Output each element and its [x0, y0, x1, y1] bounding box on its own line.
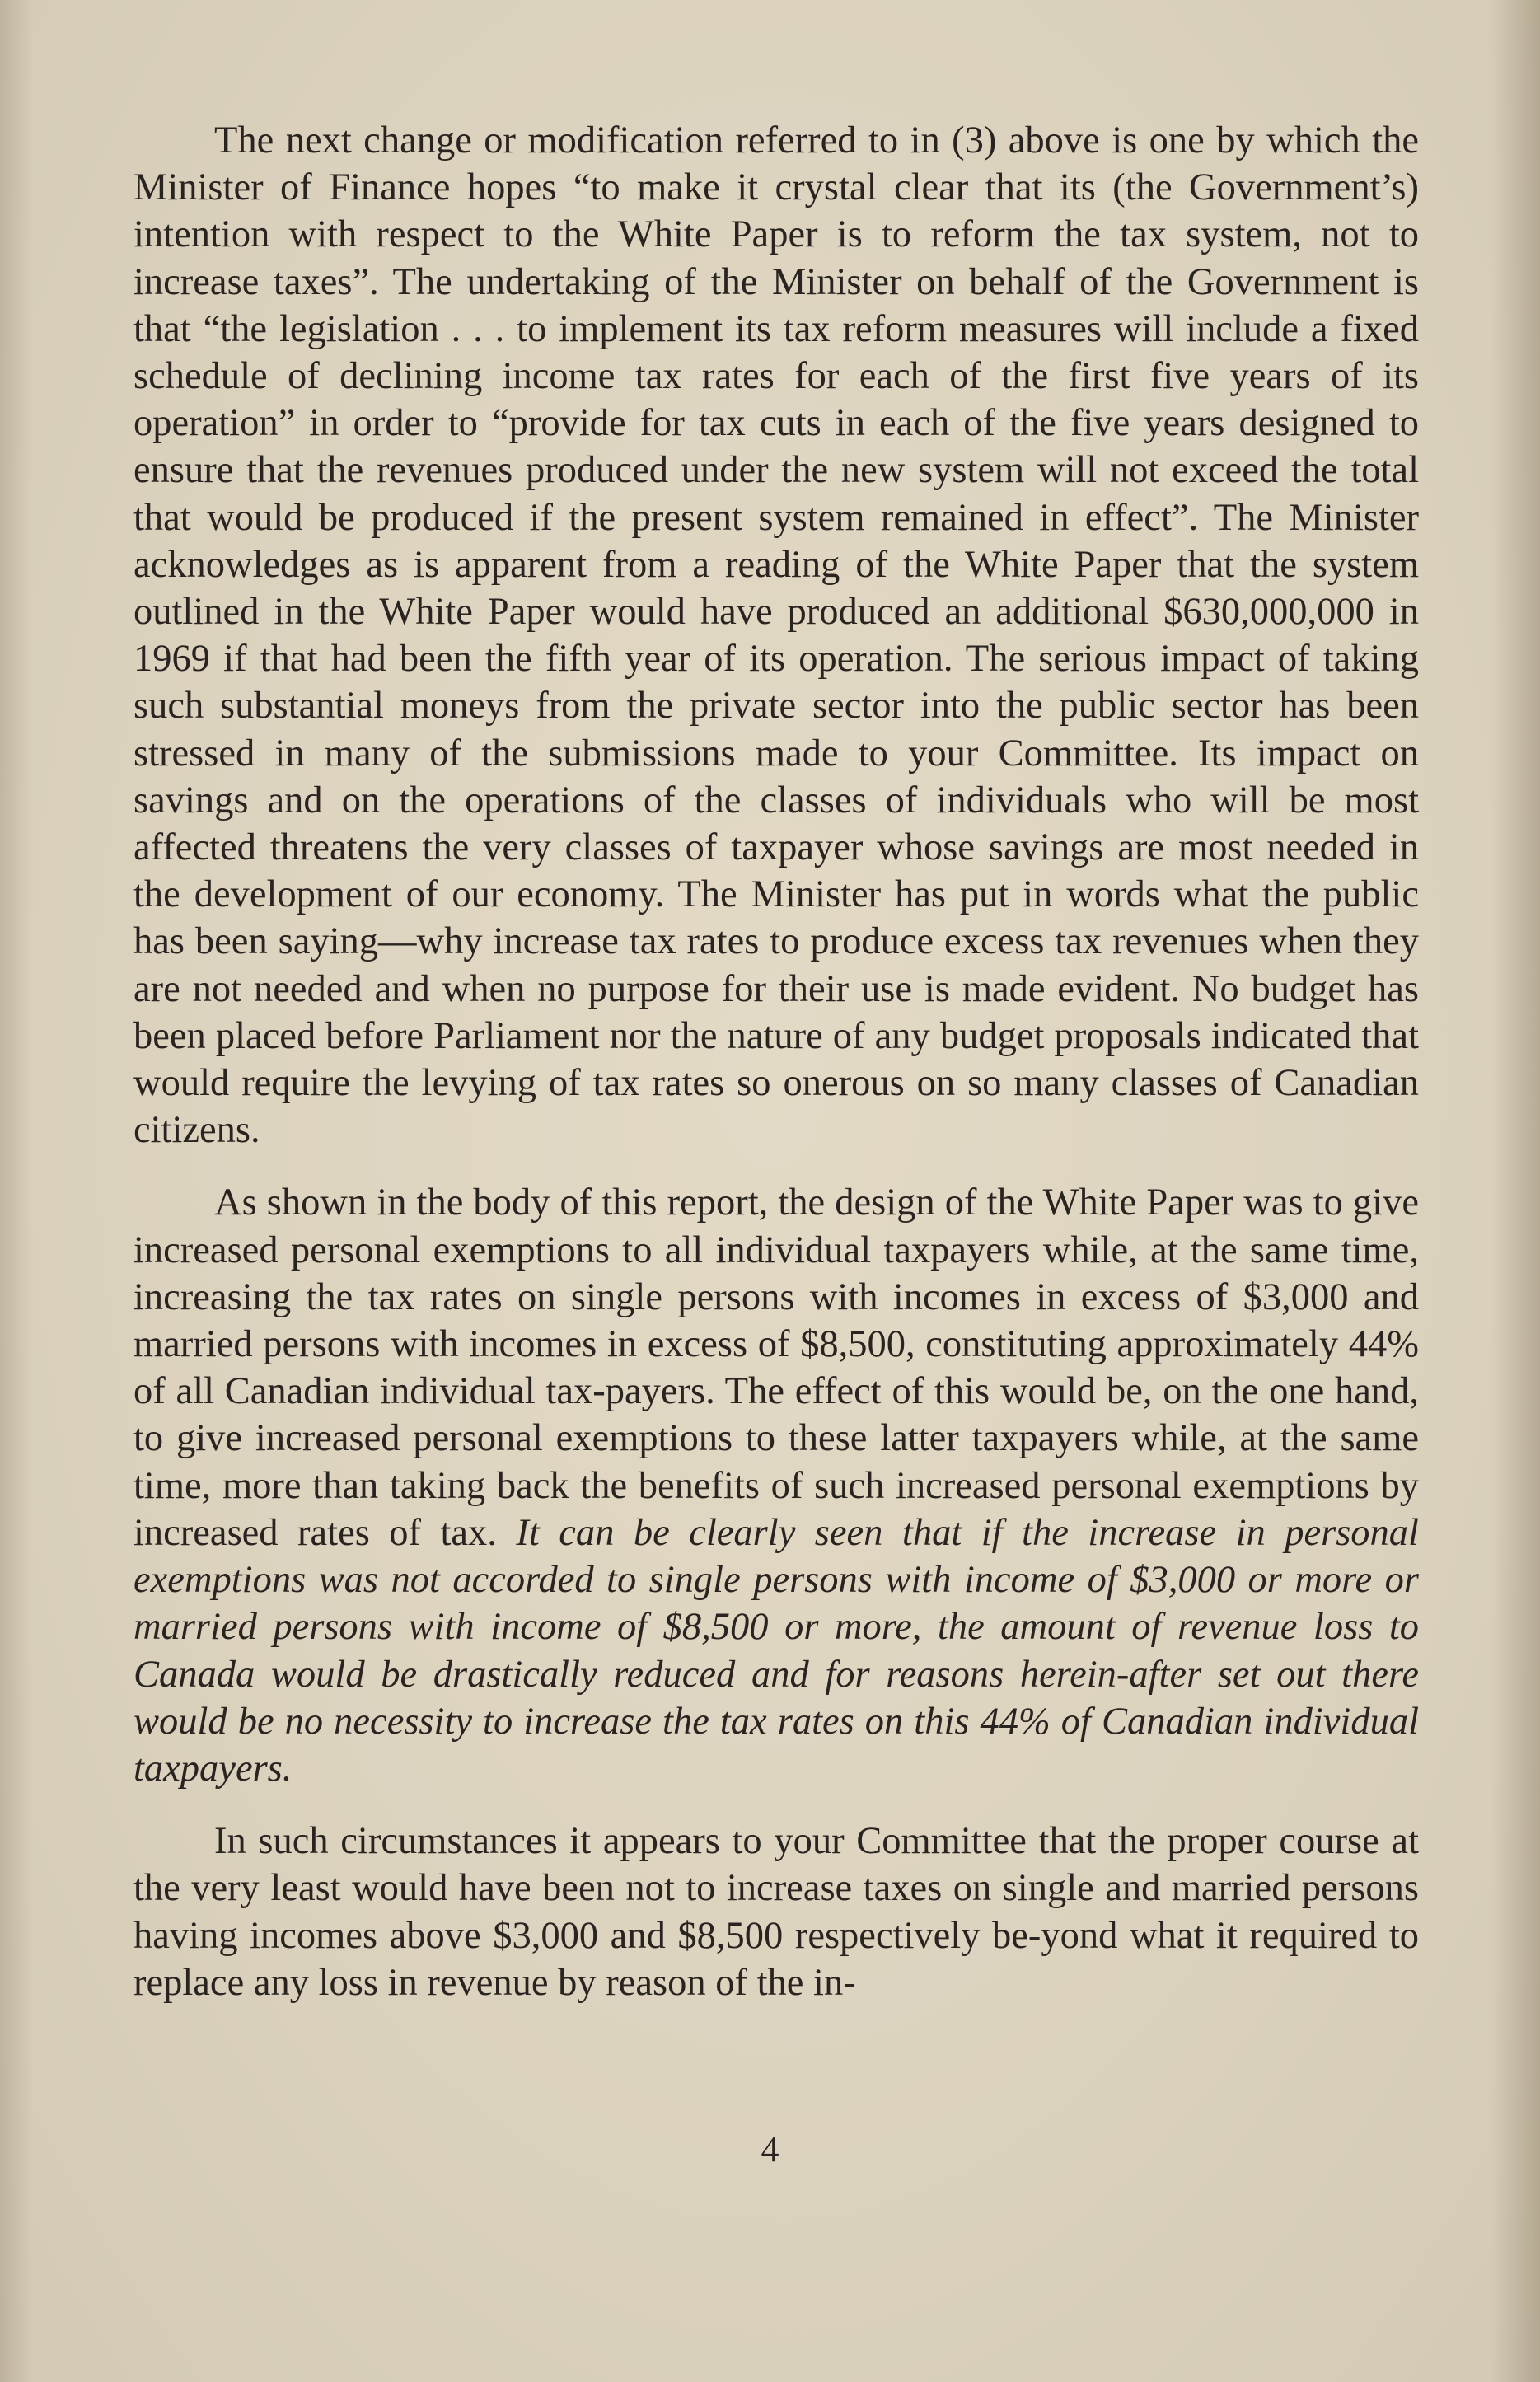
page-shadow-left — [0, 0, 33, 2382]
paragraph-2-text: As shown in the body of this report, the design of the White Paper was to give increased personal exemptions to all individual taxpayers while, at the same time, increasing the tax rates on single persons with incomes in excess of $3,000 and married persons with incomes in excess of $8,500, constituting approximately 44% of all Canadian individual tax-payers. The effect of this would be, on the one hand, to give increased personal exemptions to these latter taxpayers while, at the same time, more than taking back the benefits of such increased personal exemptions by increased rates of tax. — [133, 1182, 1419, 1554]
page-shadow-right — [1491, 0, 1540, 2382]
paragraph-3 — [133, 1818, 1419, 2006]
page-number: 4 — [761, 2129, 779, 2169]
paragraph-1-text: The next change or modification referred to in (3) above is one by which the Minister of Finance hopes “to make it crystal clear that its (the Government’s) intention with respect to the White Paper is to reform the tax system, not to increase taxes”. The undertaking of the Minister on behalf of the Government is that “the legislation . . . to implement its tax reform measures will include a fixed schedule of declining income tax rates for each of the first five years of its operation” in order to “provide for tax cuts in each of the five years designed to ensure that the revenues produced under the new system will not exceed the total that would be produced if the present system remained in effect”. The Minister acknowledges as is apparent from a reading of the White Paper that the system outlined in the White Paper would have produced an additional $630,000,000 in 1969 if that had been the fifth year of its operation. The serious impact of taking such substantial moneys from the private sector into the public sector has been stressed in many of the submissions made to your Committee. Its impact on savings and on the operations of the classes of individuals who will be most affected threatens the very classes of taxpayer whose savings are most needed in the development of our economy. The Minister has put in words what the public has been saying—why increase tax rates to produce excess tax revenues when they are not needed and when no purpose for their use is made evident. No budget has been placed before Parliament nor the nature of any budget proposals indicated that would require the levying of tax rates so onerous on so many classes of Canadian citizens. — [133, 119, 1419, 1152]
body-text — [133, 117, 1419, 2006]
paragraph-3-text: In such circumstances it appears to your Committee that the proper course at the very least would have been not to increase taxes on single and married persons having incomes above $3,000 and $8,500 respectively be-yond what it required to replace any loss in revenue by reason of the in- — [133, 1820, 1419, 2004]
paragraph-2 — [133, 1179, 1419, 1792]
paragraph-1 — [133, 117, 1419, 1154]
paragraph-2-italic-text: It can be clearly seen that if the increase in personal exemptions was not accorded to single persons with income of $3,000 or more or married persons with income of $8,500 or more, the amount of revenue loss to Canada would be drastically reduced and for reasons herein-after set out there would be no necessity to increase the tax rates on this 44% of Canadian individual taxpayers. — [133, 1511, 1419, 1790]
